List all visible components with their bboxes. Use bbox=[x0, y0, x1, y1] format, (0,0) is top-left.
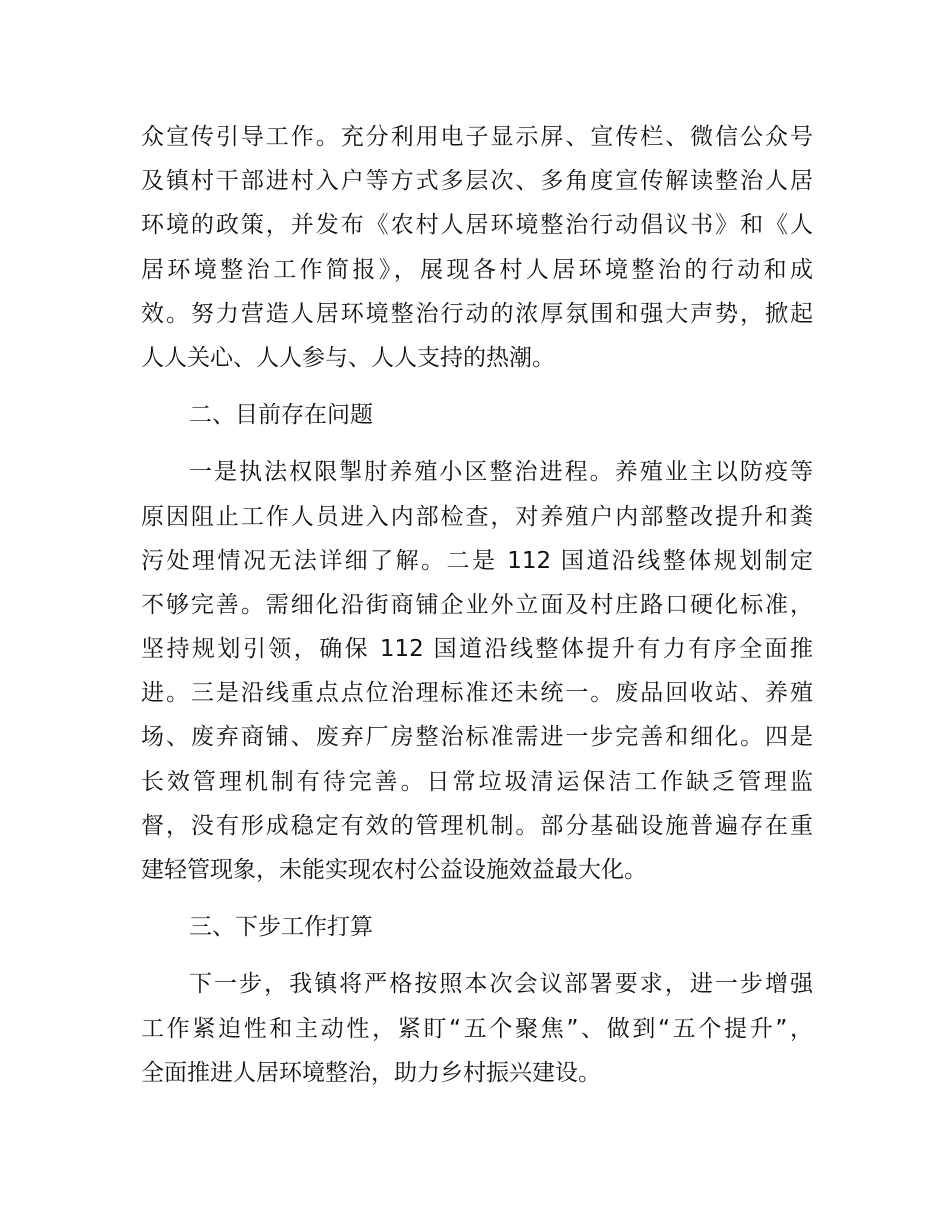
paragraph-spacer bbox=[141, 437, 813, 450]
text-line: 原因阻止工作人员进入内部检查，对养殖户内部整改提升和粪 bbox=[141, 503, 813, 530]
paragraph-spacer bbox=[141, 949, 813, 962]
text-line: 及镇村干部进村入户等方式多层次、多角度宣传解读整治人居 bbox=[141, 168, 813, 195]
text-line: 长效管理机制有待完善。日常垃圾清运保洁工作缺乏管理监 bbox=[141, 768, 813, 795]
document-body bbox=[141, 115, 813, 1095]
text-line: 工作紧迫性和主动性，紧盯“五个聚焦”、做到“五个提升”， bbox=[141, 1015, 813, 1042]
text-line: 建轻管现象，未能实现农村公益设施效益最大化。 bbox=[141, 857, 647, 883]
paragraph-spacer bbox=[141, 892, 813, 905]
text-line: 进。三是沿线重点点位治理标准还未统一。废品回收站、养殖 bbox=[141, 680, 813, 707]
text-line: 众宣传引导工作。充分利用电子显示屏、宣传栏、微信公众号 bbox=[141, 124, 813, 150]
text-line: 坚持规划引领，确保 112 国道沿线整体提升有力有序全面推 bbox=[141, 636, 813, 663]
text-line: 全面推进人居环境整治，助力乡村振兴建设。 bbox=[141, 1059, 601, 1086]
paragraph-publicity bbox=[141, 115, 813, 380]
text-line: 居环境整治工作简报》，展现各村人居环境整治的行动和成 bbox=[141, 256, 813, 283]
text-line: 不够完善。需细化沿街商铺企业外立面及村庄路口硬化标准， bbox=[141, 591, 813, 618]
text-line: 污处理情况无法详细了解。二是 112 国道沿线整体规划制定 bbox=[141, 547, 813, 574]
paragraph-next-steps bbox=[141, 962, 813, 1095]
text-line: 督，没有形成稳定有效的管理机制。部分基础设施普遍存在重 bbox=[141, 812, 813, 839]
text-line: 效。努力营造人居环境整治行动的浓厚氛围和强大声势，掀起 bbox=[141, 300, 813, 327]
section-heading-next-steps: 三、下步工作打算 bbox=[189, 914, 373, 941]
section-heading-problems: 二、目前存在问题 bbox=[189, 402, 373, 429]
text-line: 下一步，我镇将严格按照本次会议部署要求，进一步增强 bbox=[189, 971, 813, 998]
text-line: 环境的政策，并发布《农村人居环境整治行动倡议书》和《人 bbox=[141, 212, 813, 239]
text-line: 人人关心、人人参与、人人支持的热潮。 bbox=[141, 344, 555, 371]
text-line: 一是执法权限掣肘养殖小区整治进程。养殖业主以防疫等 bbox=[189, 459, 813, 486]
paragraph-spacer bbox=[141, 380, 813, 393]
text-line: 场、废弃商铺、废弃厂房整治标准需进一步完善和细化。四是 bbox=[141, 724, 813, 751]
paragraph-problems bbox=[141, 450, 813, 892]
